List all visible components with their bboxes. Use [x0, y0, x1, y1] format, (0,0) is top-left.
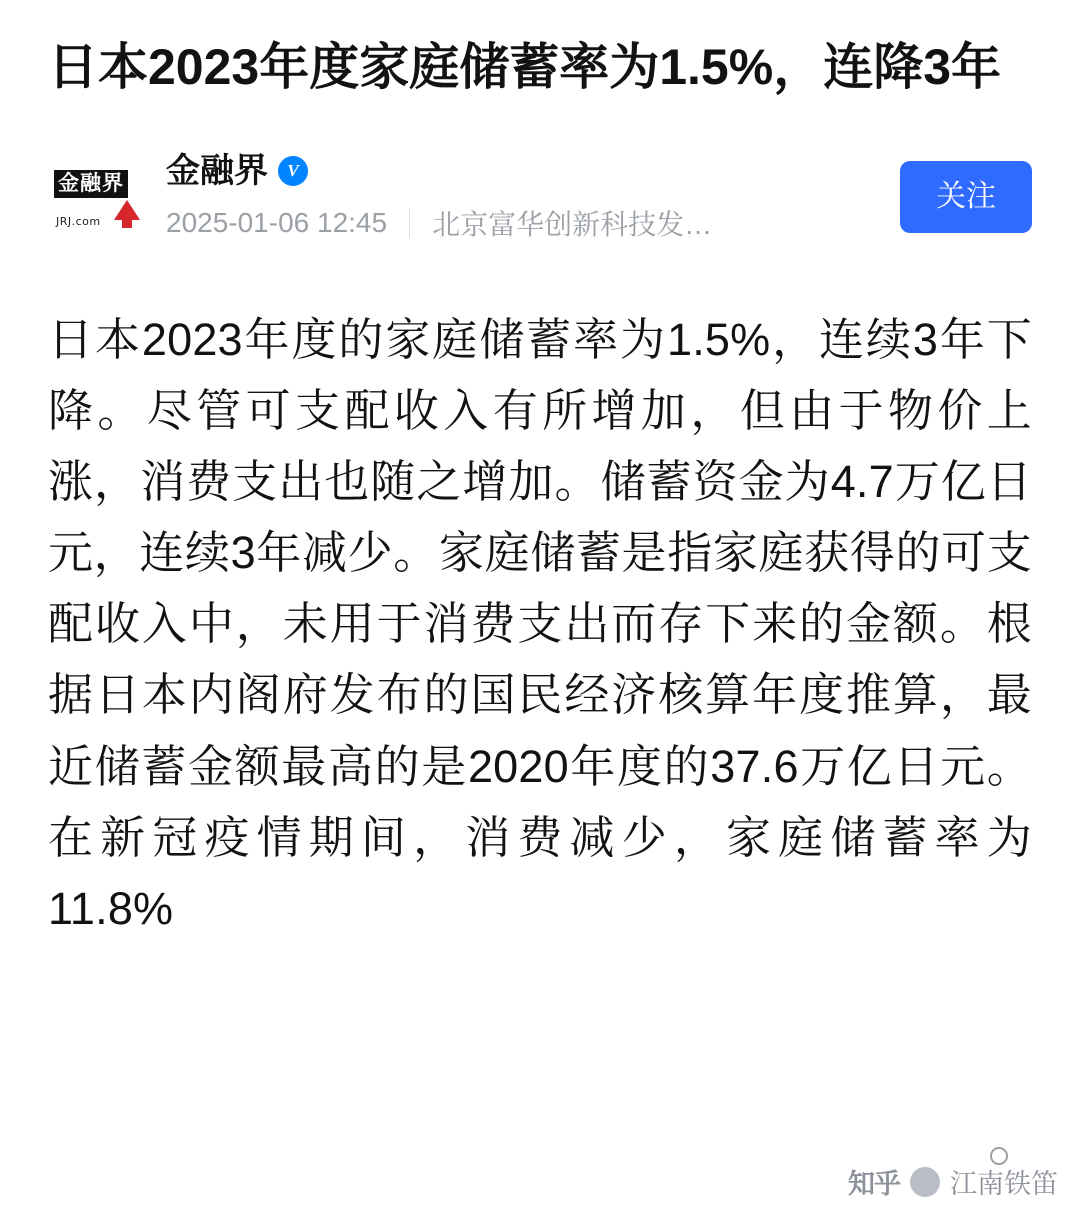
publish-timestamp: 2025-01-06 12:45 [166, 207, 388, 239]
publisher-name[interactable]: 北京富华创新科技发… [432, 209, 713, 241]
watermark [848, 1162, 1058, 1201]
follow-button[interactable]: 关注 [900, 161, 1032, 233]
avatar[interactable] [48, 149, 144, 245]
author-name[interactable]: 金融界 [166, 151, 268, 190]
watermark-username: 江南铁笛 [950, 1169, 1058, 1199]
author-subline [166, 203, 882, 243]
verified-badge-icon: V [278, 156, 308, 186]
watermark-avatar-icon [910, 1167, 940, 1197]
author-name-line [166, 151, 882, 192]
meta-divider [409, 208, 410, 238]
zhihu-logo-icon: 知乎 [848, 1169, 900, 1199]
author-header [48, 142, 1032, 252]
avatar-arrow-icon [114, 200, 140, 220]
cursor-pointer [990, 1147, 1008, 1165]
author-meta [166, 151, 882, 244]
page-title: 日本2023年度家庭储蓄率为1.5%，连降3年 [48, 39, 1002, 95]
avatar-sub-text: JRJ.com [56, 215, 101, 228]
article-body [48, 304, 1032, 944]
avatar-badge-text: 金融界 [54, 170, 128, 198]
avatar-logo [50, 166, 142, 228]
article-paragraph: 日本2023年度的家庭储蓄率为1.5%，连续3年下降。尽管可支配收入有所增加，但由于物价上涨，消费支出也随之增加。储蓄资金为4.7万亿日元，连续3年减少。家庭储蓄是指家庭获得的可支配收入中，未用于消费支出而存下来的金额。根据日本内阁府发布的国民经济核算年度推算，最近储蓄金额最高的是2020年度的37.6万亿日元。在新冠疫情期间，消费减少，家庭储蓄率为11.8% [48, 314, 1032, 934]
